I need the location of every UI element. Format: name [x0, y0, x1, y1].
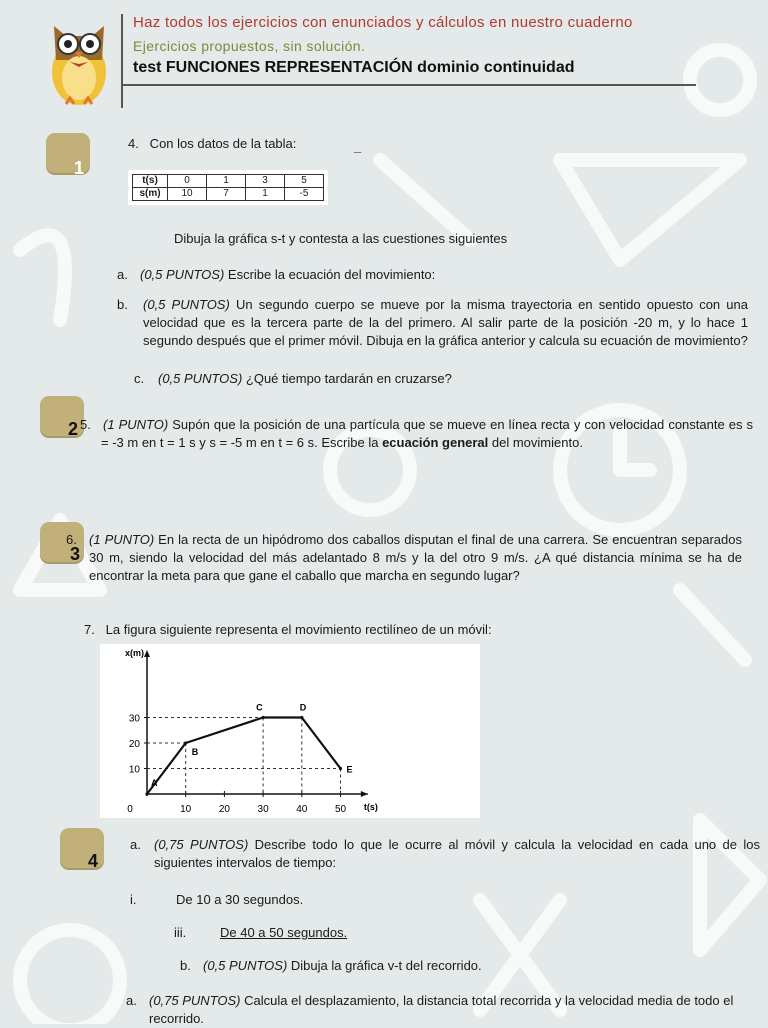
y-tick-label: 10: [128, 764, 140, 776]
point-label-c: C: [256, 702, 263, 713]
x-tick-label: 0: [127, 804, 133, 815]
table-row: [133, 188, 324, 201]
point-label-a: A: [151, 778, 158, 788]
points-label: (0,75 PUNTOS): [154, 837, 249, 852]
question-7a2-label: a.: [126, 993, 137, 1008]
x-tick-label: 50: [334, 804, 347, 815]
question-6: [89, 531, 742, 585]
data-table: [132, 174, 324, 201]
question-7b-label: b.: [180, 958, 191, 973]
question-4c: [158, 370, 748, 388]
table-cell: -5: [285, 188, 324, 201]
table-cell: 1: [246, 188, 285, 201]
table-row: [133, 175, 324, 188]
question-text: Escribe la ecuación del movimiento:: [224, 267, 436, 282]
table-cell: t(s): [133, 175, 168, 188]
question-7i-label: i.: [130, 892, 137, 907]
page-title: test FUNCIONES REPRESENTACIÓN dominio continuidad: [133, 59, 575, 76]
points-label: (1 PUNTO): [89, 532, 155, 547]
question-7i: De 10 a 30 segundos.: [176, 892, 304, 907]
question-4a-label: a.: [117, 267, 128, 282]
data-table-panel: [128, 170, 328, 205]
owl-mascot-icon: [44, 12, 114, 110]
points-label: (0,5 PUNTOS): [143, 297, 230, 312]
points-label: (0,75 PUNTOS): [149, 993, 241, 1008]
question-text: Un segundo cuerpo se mueve por la misma trayectoria en sentido opuesto con una velocidad que es la tercera parte de la del primero. Al salir parte de la posición -20 m, y lo hace 1 segundo después que el primer móvil. Dibuja en la gráfica anterior y calcula su ecuación de movimiento?: [143, 297, 748, 348]
question-7a-label: a.: [130, 837, 141, 852]
point-label-e: E: [346, 764, 353, 775]
x-tick-label: 10: [180, 804, 192, 815]
points-label: (0,5 PUNTOS): [140, 267, 225, 282]
points-label: (0,5 PUNTOS): [203, 958, 288, 973]
question-4-instruction: Dibuja la gráfica s-t y contesta a las cuestiones siguientes: [174, 231, 508, 246]
question-text: ¿Qué tiempo tardarán en cruzarse?: [242, 371, 452, 386]
table-cell: s(m): [133, 188, 168, 201]
y-tick-label: 30: [128, 713, 140, 725]
points-label: (1 PUNTO): [103, 417, 169, 432]
question-7iii: De 40 a 50 segundos.: [220, 925, 348, 940]
question-text: Supón que la posición de una partícula que se mueve en línea recta y con velocidad constante es s = -3 m en t = 1 s y s = -5 m en t = 6 s. Escribe la: [101, 417, 754, 450]
data-point-b: [184, 741, 187, 744]
question-7-intro: 7. La figura siguiente representa el movimiento rectilíneo de un móvil:: [84, 622, 492, 637]
header-horizontal-rule: [121, 84, 696, 86]
bold-term: ecuación general: [382, 435, 489, 450]
data-point-c: [262, 716, 265, 719]
header-instruction: Haz todos los ejercicios con enunciados y cálculos en nuestro cuaderno: [133, 14, 633, 31]
question-text: Calcula el desplazamiento, la distancia total recorrida y la velocidad media de todo el recorrido.: [149, 993, 734, 1026]
question-7b: [203, 957, 482, 975]
question-7iii-label: iii.: [174, 925, 187, 940]
points-label: (0,5 PUNTOS): [158, 371, 243, 386]
question-5: [101, 416, 753, 452]
data-point-e: [339, 767, 342, 770]
question-text-end: del movimiento.: [488, 435, 583, 450]
question-7a2: [149, 992, 753, 1028]
motion-chart-panel: [100, 644, 480, 818]
question-4c-label: c.: [134, 371, 145, 386]
x-tick-label: 30: [257, 804, 269, 815]
badge-4-number: 4: [88, 851, 99, 871]
data-point-d: [300, 716, 303, 719]
x-tick-label: 20: [218, 804, 230, 815]
badge-2-number: 2: [68, 419, 79, 439]
y-axis-label: x(m): [125, 648, 145, 658]
table-cell: 1: [207, 175, 246, 188]
question-4b-label: b.: [117, 297, 128, 312]
header-vertical-rule: [121, 14, 123, 108]
point-label-b: B: [191, 747, 199, 757]
x-axis-arrow: [361, 791, 368, 797]
question-6-number: 6.: [66, 532, 77, 547]
table-cell: 3: [246, 175, 285, 188]
y-axis-arrow: [144, 650, 150, 657]
point-label-d: D: [299, 702, 307, 713]
table-cell: 5: [285, 175, 324, 188]
table-cell: 10: [168, 188, 207, 201]
position-time-chart: [100, 644, 480, 818]
x-axis-label: t(s): [363, 802, 378, 812]
question-4b: [143, 296, 748, 350]
question-4-dash: _: [354, 139, 362, 154]
y-tick-label: 20: [128, 739, 140, 750]
table-cell: 0: [168, 175, 207, 188]
badge-1-number: 1: [74, 158, 85, 178]
x-tick-label: 40: [296, 804, 308, 815]
question-5-number: 5.: [80, 417, 91, 432]
question-text: Describe todo lo que le ocurre al móvil y calcula la velocidad en cada uno de los siguientes intervalos de tiempo:: [154, 837, 760, 870]
position-series-line: [147, 718, 341, 795]
header-subtitle: Ejercicios propuestos, sin solución.: [133, 38, 366, 54]
badge-3-number: 3: [70, 544, 81, 564]
question-4-intro: 4. Con los datos de la tabla:: [128, 136, 297, 151]
table-cell: 7: [207, 188, 246, 201]
question-text: En la recta de un hipódromo dos caballos disputan el final de una carrera. Se encuentran separados 30 m, siendo la velocidad del más adelantado 8 m/s y la del otro 9 m/s. ¿A qué distancia mínima se ha de encontrar la meta para que gane el caballo que marcha en segundo lugar?: [89, 532, 742, 583]
question-4a: [140, 266, 750, 284]
data-point-a: [145, 792, 148, 795]
question-text: Dibuja la gráfica v-t del recorrido.: [287, 958, 482, 973]
question-7a: [154, 836, 760, 872]
